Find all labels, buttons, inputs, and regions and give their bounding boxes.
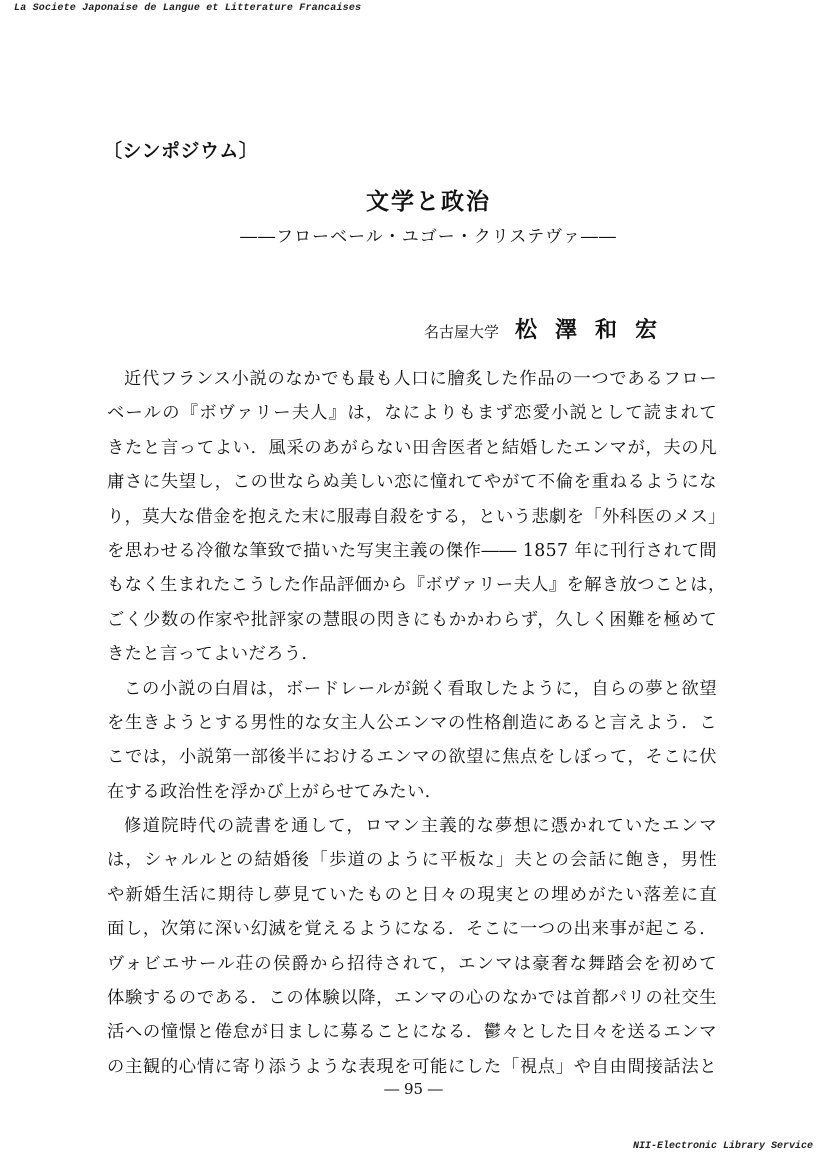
body-line: 近代フランス小説のなかでも最も人口に膾炙した作品の一つであるフロー (124, 369, 717, 389)
body-line: 在する政治性を浮かび上がらせてみたい． (107, 781, 443, 802)
body-line: 庸さに失望し，この世ならぬ美しい恋に憧れてやがて不倫を重ねるようにな (107, 472, 717, 493)
body-line: 面し，次第に深い幻滅を覚えるようになる．そこに一つの出来事が起こる． (107, 919, 717, 940)
body-line: ヴォビエサール荘の侯爵から招待されて，エンマは豪奢な舞踏会を初めて (107, 953, 717, 974)
article-title: 文学と政治 (366, 188, 491, 215)
journal-header: La Societe Japonaise de Langue et Litterature Francaises (14, 3, 362, 14)
body-line: きたと言ってよいだろう． (107, 644, 320, 665)
body-line: は，シャルルとの結婚後「歩道のように平板な」夫との会話に飽き，男性 (107, 850, 717, 871)
body-line: や新婚生活に期待し夢見ていたものと日々の現実との埋めがたい落差に直 (107, 884, 717, 905)
service-footer: NII-Electronic Library Service (632, 1141, 813, 1152)
body-line: ベールの『ボヴァリー夫人』は，なによりもまず恋愛小説として読まれて (107, 403, 717, 424)
page-number: ― 95 ― (384, 1080, 443, 1098)
section-label: 〔シンポジウム〕 (103, 140, 259, 162)
author-affiliation: 名古屋大学 (423, 323, 499, 341)
body-text (107, 362, 726, 1084)
body-line: を生きようとする男性的な女主人公エンマの性格創造にあると言えよう．こ (107, 712, 717, 733)
body-line: を思わせる冷徹な筆致で描いた写実主義の傑作―― 1857 年に刊行されて間 (107, 540, 717, 561)
body-line: きたと言ってよい．風采のあがらない田舎医者と結婚したエンマが，夫の凡 (107, 437, 717, 458)
article-subtitle: ――フローベール・ユゴー・クリステヴァ―― (240, 227, 617, 247)
body-line: もなく生まれたこうした作品評価から『ボヴァリー夫人』を解き放つことは， (107, 575, 726, 596)
body-line: 活への憧憬と倦怠が日ましに募ることになる．鬱々とした日々を送るエンマ (107, 1022, 717, 1043)
author-name: 松澤和宏 (514, 317, 675, 343)
body-line: り，莫大な借金を抱えた末に服毒自殺をする，という悲劇を「外科医のメス」 (107, 506, 726, 527)
body-line: こでは，小説第一部後半におけるエンマの欲望に焦点をしぼって，そこに伏 (107, 747, 717, 768)
author-block (424, 313, 675, 344)
body-line: 体験するのである．この体験以降，エンマの心のなかでは首都パリの社交生 (107, 988, 717, 1009)
body-line: 修道院時代の読書を通して，ロマン主義的な夢想に憑かれていたエンマ (124, 816, 717, 837)
body-line: ごく少数の作家や批評家の慧眼の閃きにもかかわらず，久しく困難を極めて (107, 609, 717, 630)
body-line: の主観的心情に寄り添うような表現を可能にした「視点」や自由間接話法と (107, 1056, 717, 1077)
body-line: この小説の白眉は，ボードレールが鋭く看取したように，自らの夢と欲望 (124, 678, 717, 699)
